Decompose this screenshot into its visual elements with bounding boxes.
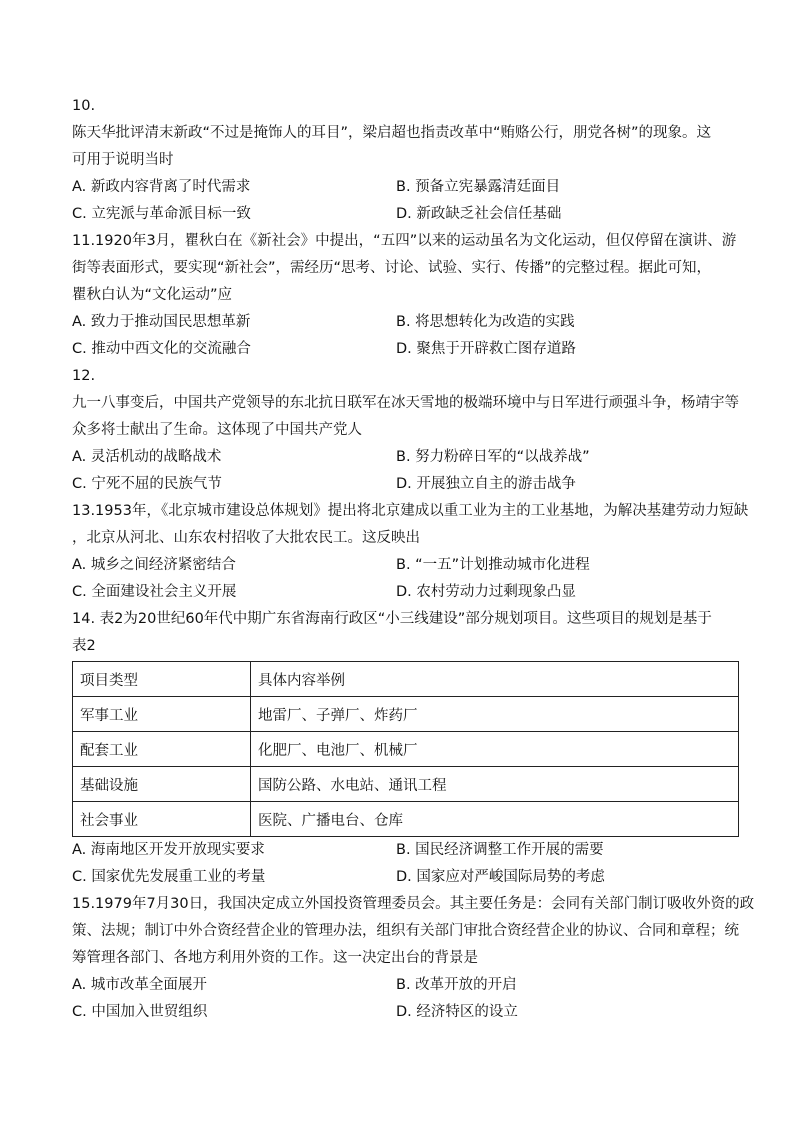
question-stem-line: 瞿秋白认为“文化运动”应 <box>72 287 233 303</box>
exam-page <box>72 93 755 1026</box>
planning-table <box>72 661 739 837</box>
option-a: A. 致力于推动国民思想革新 <box>72 314 251 330</box>
question-stem-line: 陈天华批评清末新政“不过是掩饰人的耳目”，梁启超也指责改革中“贿赂公行，朋党各树”的现象。这 <box>72 125 712 141</box>
option-c: C. 全面建设社会主义开展 <box>72 584 237 600</box>
options-row <box>72 579 740 606</box>
option-d: D. 开展独立自主的游击战争 <box>396 476 576 492</box>
question-15 <box>72 891 755 1026</box>
table-cell: 国防公路、水电站、通讯工程 <box>251 767 739 802</box>
table-row <box>73 697 739 732</box>
question-stem-line: 15.1979年7月30日，我国决定成立外国投资管理委员会。其主要任务是：会同有关部门制订吸收外资的政 <box>72 896 755 912</box>
table-container <box>72 661 740 837</box>
options-row <box>72 837 740 864</box>
option-d: D. 新政缺乏社会信任基础 <box>396 206 562 222</box>
option-c: C. 立宪派与革命派目标一致 <box>72 206 251 222</box>
option-c: C. 推动中西文化的交流融合 <box>72 341 251 357</box>
option-d: D. 经济特区的设立 <box>396 1004 518 1020</box>
option-a: A. 城市改革全面展开 <box>72 977 207 993</box>
options-row <box>72 174 740 201</box>
question-12 <box>72 363 740 498</box>
options-row <box>72 336 740 363</box>
question-stem-line: 可用于说明当时 <box>72 152 174 168</box>
table-header-cell: 项目类型 <box>73 662 251 697</box>
question-13 <box>72 498 749 606</box>
option-b: B. 国民经济调整工作开展的需要 <box>396 842 604 858</box>
table-row <box>73 732 739 767</box>
table-cell: 社会事业 <box>73 802 251 837</box>
question-stem-line: 14. 表2为20世纪60年代中期广东省海南行政区“小三线建设”部分规划项目。这些项目的规划是基于 <box>72 611 712 627</box>
options-row <box>72 864 740 891</box>
option-b: B. 改革开放的开启 <box>396 977 517 993</box>
table-cell: 军事工业 <box>73 697 251 732</box>
question-number: 10. <box>72 98 96 114</box>
options-row <box>72 201 740 228</box>
table-cell: 医院、广播电台、仓库 <box>251 802 739 837</box>
table-cell: 基础设施 <box>73 767 251 802</box>
table-caption: 表2 <box>72 638 96 654</box>
options-row <box>72 552 740 579</box>
question-14 <box>72 606 740 891</box>
option-b: B. 努力粉碎日军的“以战养战” <box>396 449 590 465</box>
question-stem-line: 11.1920年3月，瞿秋白在《新社会》中提出，“五四”以来的运动虽名为文化运动，但仅停留在演讲、游 <box>72 233 737 249</box>
question-stem-line: 筹管理各部门、各地方利用外资的工作。这一决定出台的背景是 <box>72 950 478 966</box>
options-row <box>72 309 740 336</box>
options-row <box>72 972 740 999</box>
option-a: A. 新政内容背离了时代需求 <box>72 179 251 195</box>
question-stem-line: 策、法规；制订中外合资经营企业的管理办法，组织有关部门审批合资经营企业的协议、合同和章程；统 <box>72 923 739 939</box>
option-b: B. “一五”计划推动城市化进程 <box>396 557 590 573</box>
options-row <box>72 471 740 498</box>
option-c: C. 中国加入世贸组织 <box>72 1004 208 1020</box>
question-stem-line: 街等表面形式，要实现“新社会”，需经历“思考、讨论、试验、实行、传播”的完整过程。据此可知， <box>72 260 712 276</box>
question-stem-line: 13.1953年，《北京城市建设总体规划》提出将北京建成以重工业为主的工业基地，为解决基建劳动力短缺 <box>72 503 749 519</box>
table-cell: 配套工业 <box>73 732 251 767</box>
table-header-row <box>73 662 739 697</box>
question-stem-line: 九一八事变后，中国共产党领导的东北抗日联军在冰天雪地的极端环境中与日军进行顽强斗争，杨靖宇等 <box>72 395 739 411</box>
question-10 <box>72 93 740 228</box>
option-a: A. 城乡之间经济紧密结合 <box>72 557 236 573</box>
table-cell: 化肥厂、电池厂、机械厂 <box>251 732 739 767</box>
table-header-cell: 具体内容举例 <box>251 662 739 697</box>
table-row <box>73 767 739 802</box>
options-row <box>72 444 740 471</box>
option-b: B. 将思想转化为改造的实践 <box>396 314 575 330</box>
option-d: D. 聚焦于开辟救亡图存道路 <box>396 341 576 357</box>
option-b: B. 预备立宪暴露清廷面目 <box>396 179 561 195</box>
question-11 <box>72 228 740 363</box>
table-row <box>73 802 739 837</box>
option-a: A. 灵活机动的战略战术 <box>72 449 222 465</box>
option-a: A. 海南地区开发开放现实要求 <box>72 842 265 858</box>
question-number: 12. <box>72 368 96 384</box>
question-stem-line: ，北京从河北、山东农村招收了大批农民工。这反映出 <box>72 530 420 546</box>
table-cell: 地雷厂、子弹厂、炸药厂 <box>251 697 739 732</box>
option-c: C. 国家优先发展重工业的考量 <box>72 869 266 885</box>
option-d: D. 国家应对严峻国际局势的考虑 <box>396 869 605 885</box>
option-c: C. 宁死不屈的民族气节 <box>72 476 222 492</box>
options-row <box>72 999 740 1026</box>
question-stem-line: 众多将士献出了生命。这体现了中国共产党人 <box>72 422 362 438</box>
option-d: D. 农村劳动力过剩现象凸显 <box>396 584 576 600</box>
